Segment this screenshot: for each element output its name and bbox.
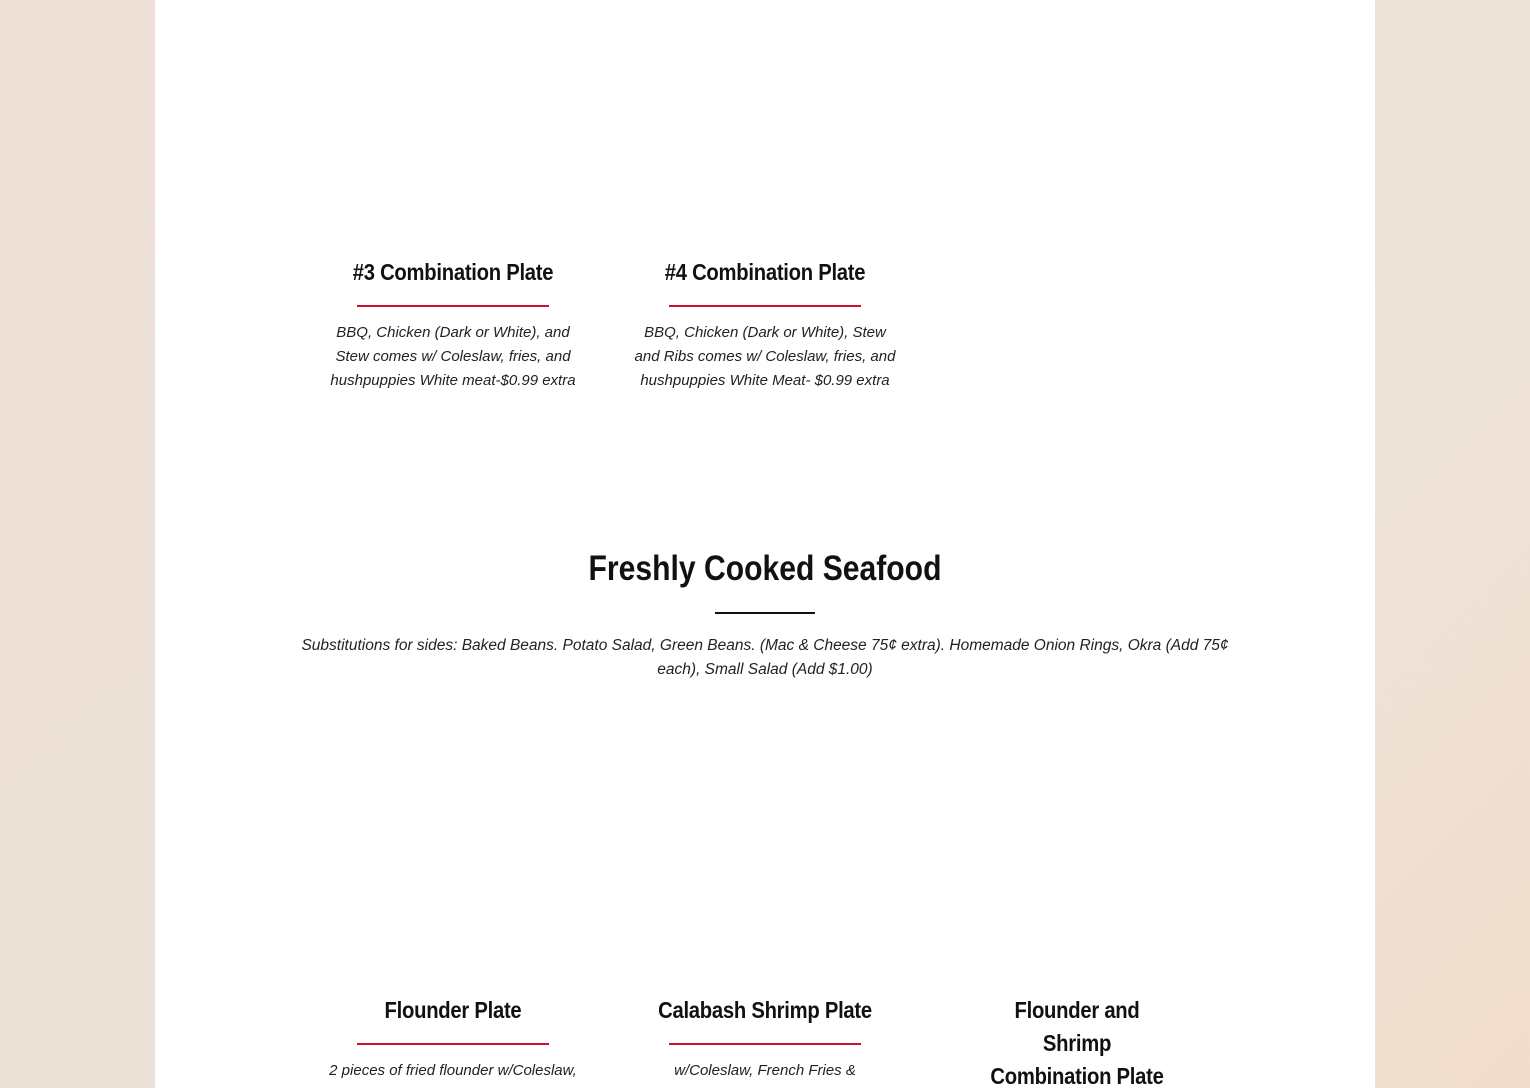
menu-item-title: #3 Combination Plate bbox=[352, 259, 554, 285]
menu-item-description: BBQ, Chicken (Dark or White), and Stew comes w/ Coleslaw, fries, and hushpuppies White meat-$0.99 extra bbox=[330, 324, 576, 389]
title-divider bbox=[669, 305, 861, 307]
menu-item-title: Flounder Plate bbox=[384, 997, 522, 1023]
menu-item-description: BBQ, Chicken (Dark or White), Stew and Ribs comes w/ Coleslaw, fries, and hushpuppies White Meat- $0.99 extra bbox=[634, 324, 896, 389]
menu-item-description: 2 pieces of fried flounder w/Coleslaw, bbox=[329, 1062, 577, 1079]
menu-item-title: Calabash Shrimp Plate bbox=[658, 997, 872, 1023]
menu-item-title: Flounder and Shrimp Combination Plate bbox=[990, 997, 1164, 1088]
menu-item-flounder-plate bbox=[303, 994, 603, 1083]
section-title-seafood: Freshly Cooked Seafood bbox=[588, 549, 942, 588]
title-divider bbox=[357, 305, 549, 307]
menu-item-description: w/Coleslaw, French Fries & bbox=[674, 1062, 856, 1079]
substitutions-note: Substitutions for sides: Baked Beans. Potato Salad, Green Beans. (Mac & Cheese 75¢ extra). Homemade Onion Rings, Okra (Add 75¢ each), Small Salad (Add $1.00) bbox=[301, 637, 1229, 678]
section-divider bbox=[715, 612, 815, 614]
title-divider bbox=[357, 1043, 549, 1045]
menu-item-title: #4 Combination Plate bbox=[664, 259, 866, 285]
menu-page bbox=[155, 0, 1375, 1088]
title-divider bbox=[669, 1043, 861, 1045]
menu-item-flounder-shrimp-combo bbox=[927, 994, 1227, 1088]
menu-item-calabash-shrimp-plate bbox=[615, 994, 915, 1083]
menu-item-combo-3 bbox=[303, 256, 603, 393]
menu-item-combo-4 bbox=[615, 256, 915, 393]
